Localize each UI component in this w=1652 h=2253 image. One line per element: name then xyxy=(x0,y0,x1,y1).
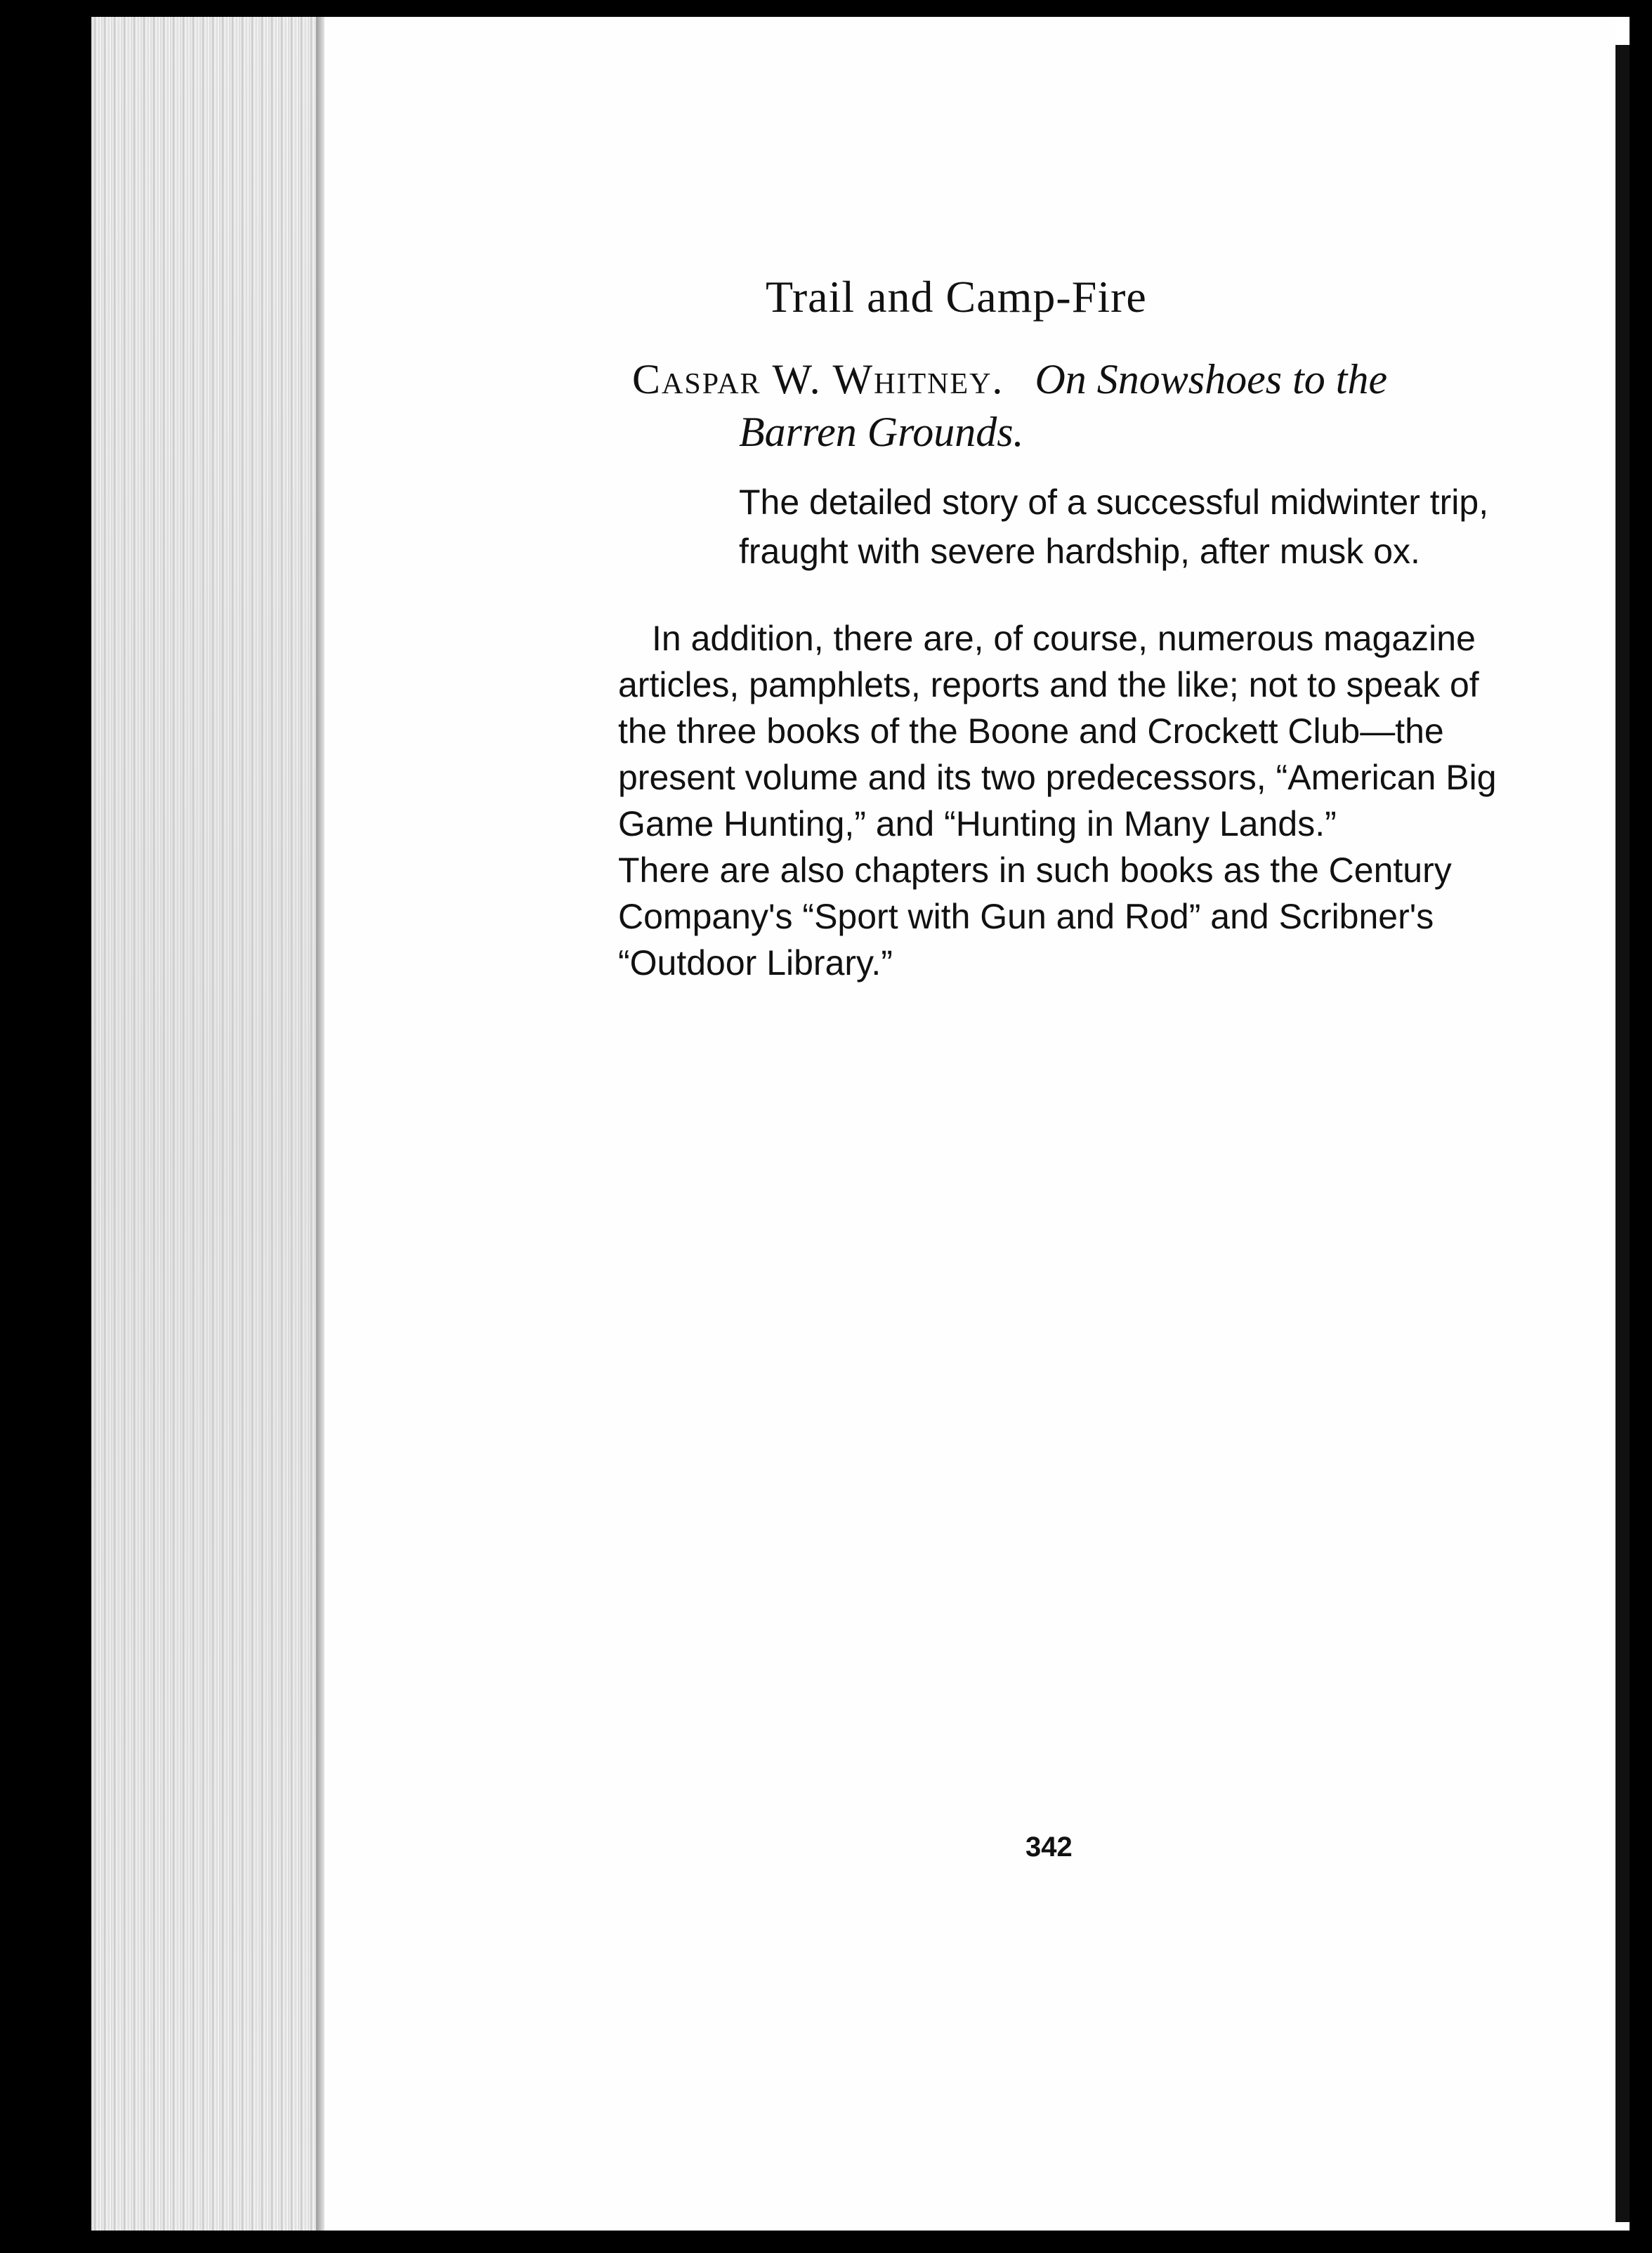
body-paragraph xyxy=(618,615,1556,986)
bibliography-entry xyxy=(632,355,1573,576)
page xyxy=(324,17,1615,2231)
running-head: Trail and Camp-Fire xyxy=(766,272,1147,322)
entry-description-line: fraught with severe hardship, after musk ox. xyxy=(739,532,1420,571)
body-line: In addition, there are, of course, numerous magazine xyxy=(652,619,1476,658)
body-line: Game Hunting,” and “Hunting in Many Lands.” xyxy=(618,804,1337,843)
body-line: There are also chapters in such books as the Century xyxy=(618,850,1452,890)
body-line: the three books of the Boone and Crockett Club—the xyxy=(618,711,1444,751)
entry-title-line-2: Barren Grounds. xyxy=(739,409,1024,455)
entry-heading-line xyxy=(632,355,1573,404)
gutter xyxy=(316,17,324,2231)
entry-description-line: The detailed story of a successful midwinter trip, xyxy=(739,482,1489,522)
entry-title-line-1: On Snowshoes to the xyxy=(1035,356,1388,402)
page-edges xyxy=(91,17,323,2231)
entry-author: Caspar W. Whitney. xyxy=(632,356,1004,402)
body-line: Company's “Sport with Gun and Rod” and Scribner's xyxy=(618,897,1434,936)
body-line: “Outdoor Library.” xyxy=(618,943,893,983)
binding-edge xyxy=(1615,45,1630,2222)
book xyxy=(91,17,1630,2231)
body-line: articles, pamphlets, reports and the like; not to speak of xyxy=(618,665,1479,704)
page-number: 342 xyxy=(1025,1832,1073,1863)
body-line: present volume and its two predecessors, “American Big xyxy=(618,758,1497,797)
entry-description xyxy=(739,478,1547,576)
